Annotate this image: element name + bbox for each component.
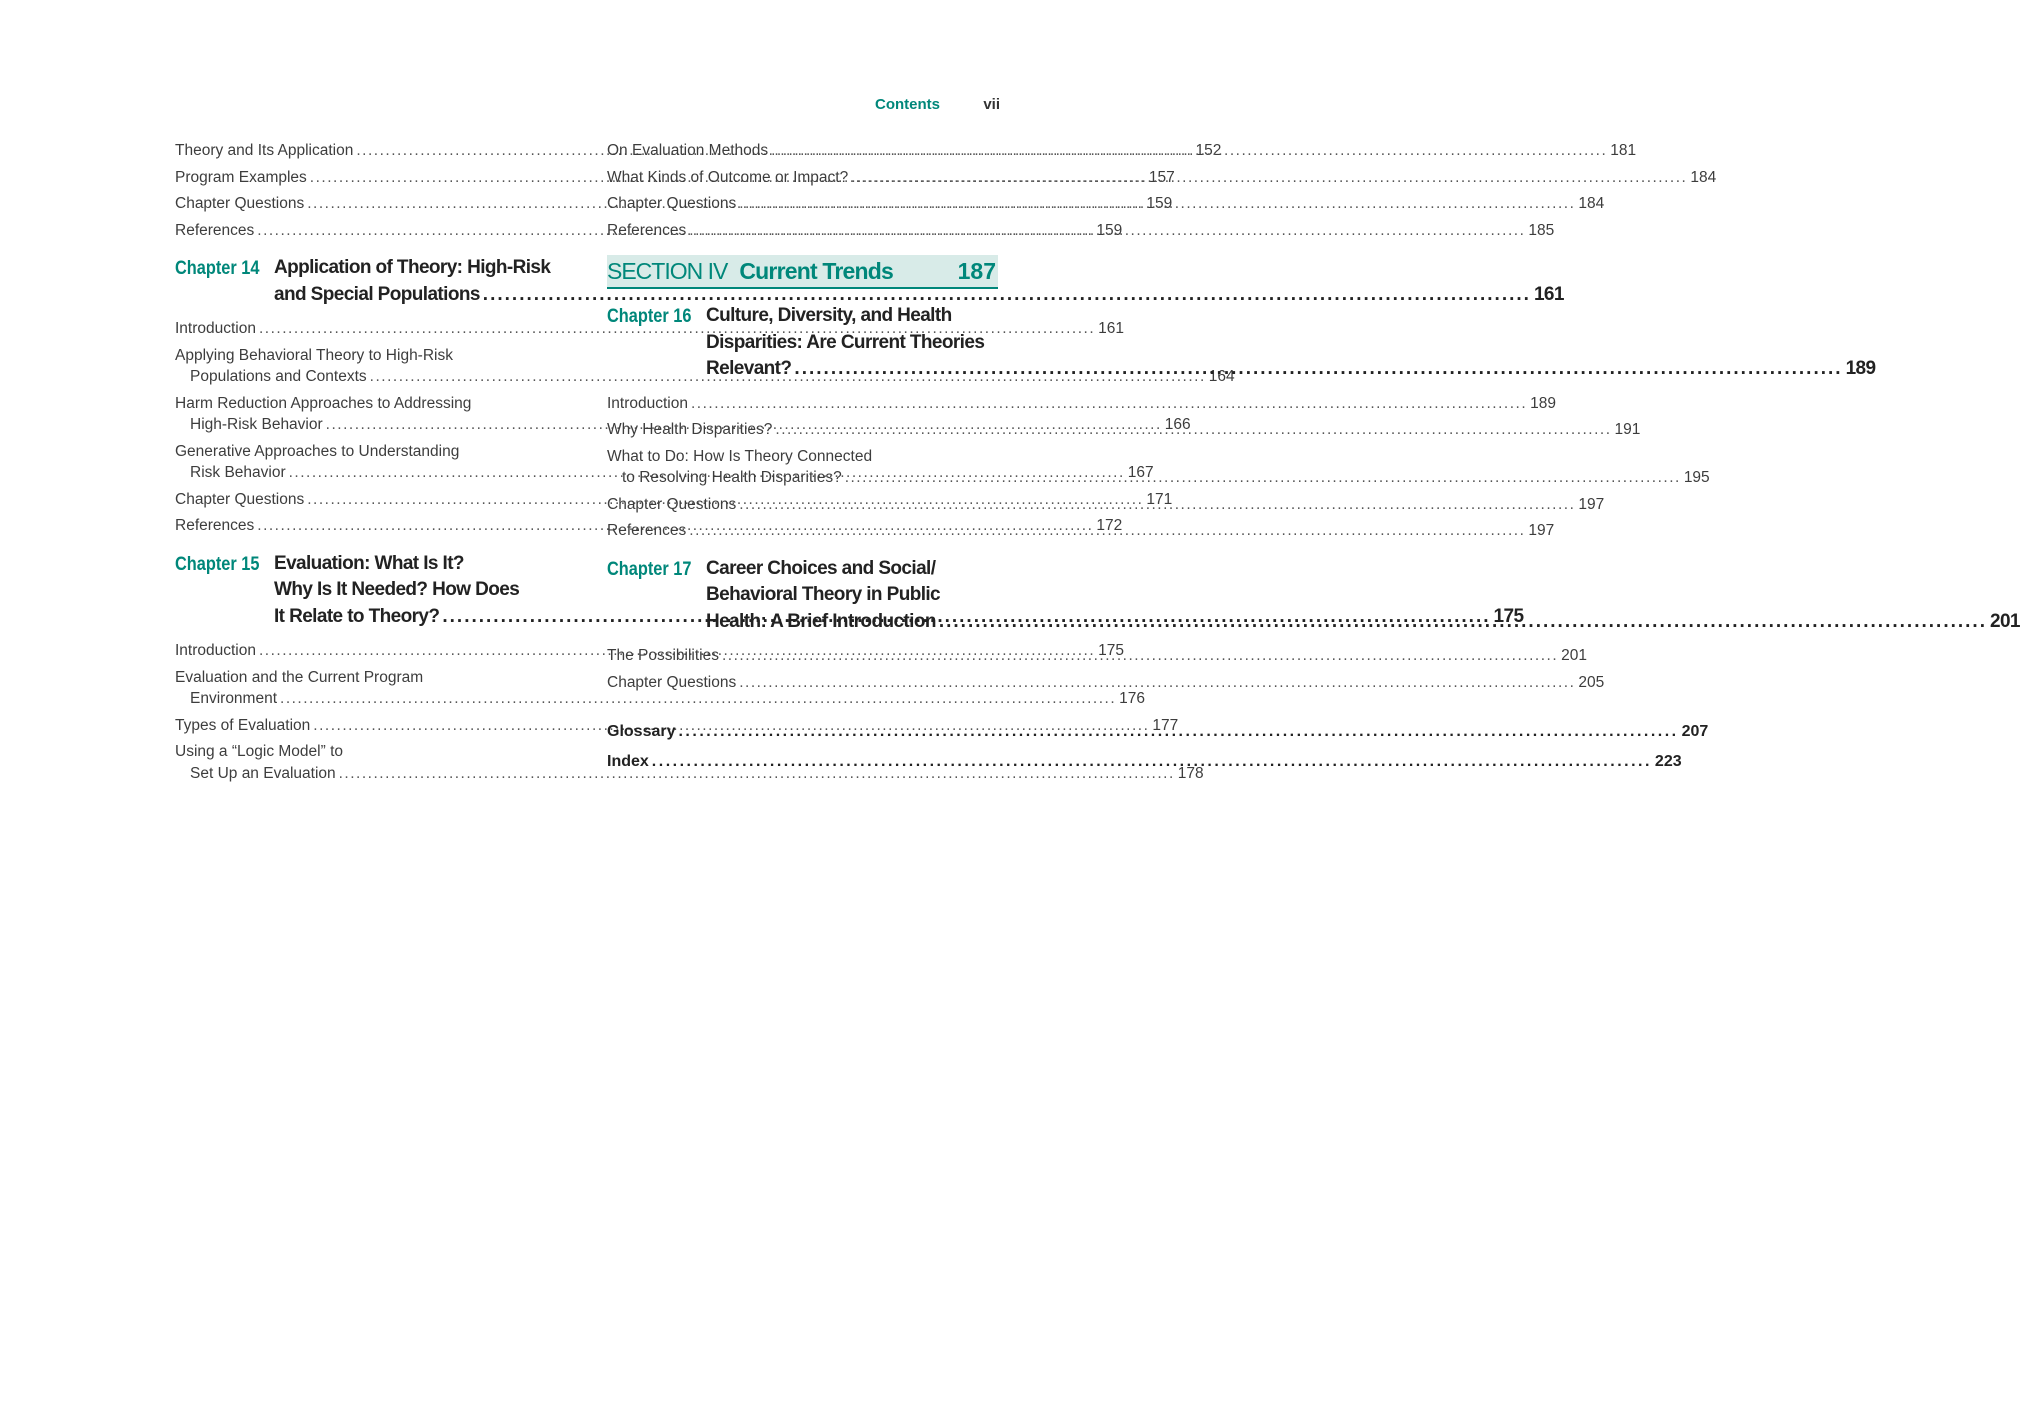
entry-title: Chapter Questions: [607, 195, 737, 212]
entry-title: What to Do: How Is Theory Connected: [607, 447, 873, 465]
chapter-title-line: Career Choices and Social/: [706, 557, 936, 579]
entry-title: On Evaluation Methods: [607, 142, 769, 159]
entry-title: References: [607, 522, 687, 539]
running-header: [600, 96, 1000, 118]
entry-title: Types of Evaluation: [175, 716, 311, 734]
entry-title: Using a “Logic Model” to: [175, 743, 343, 760]
entry-title: References: [175, 517, 255, 534]
entry-title: Chapter Questions: [607, 495, 737, 513]
chapter-label: Chapter 16: [607, 306, 692, 327]
toc-entry[interactable]: [175, 489, 1173, 511]
entry-page: 171: [1146, 490, 1173, 508]
chapter-label: Chapter 14: [175, 258, 260, 279]
entry-page: 185: [1528, 221, 1555, 239]
entry-title-cont: Set Up an Evaluation: [190, 764, 336, 782]
entry-page: 189: [1530, 394, 1556, 412]
chapter-page: 189: [1845, 358, 1876, 379]
entry-title: Evaluation and the Current Program: [175, 668, 424, 686]
chapter-title: [706, 303, 1875, 383]
entry-title: Index: [607, 752, 649, 770]
entry-page: 178: [1177, 764, 1204, 782]
chapter-title-line: Why Is It Needed? How Does: [274, 579, 520, 600]
entry-page: 184: [1578, 195, 1605, 212]
entry-page: 191: [1614, 421, 1641, 438]
header-section-title: Contents: [875, 96, 940, 113]
entry-page: 197: [1578, 495, 1605, 513]
entry-page: 177: [1152, 716, 1179, 734]
toc-entry[interactable]: [607, 393, 1556, 415]
entry-page: 157: [1148, 168, 1175, 186]
entry-title: What Kinds of Outcome or Impact?: [607, 168, 849, 186]
entry-page: 207: [1681, 723, 1709, 740]
chapter-title-line: Disparities: Are Current Theories: [706, 331, 985, 353]
entry-page: 172: [1096, 517, 1123, 534]
entry-page: 176: [1119, 690, 1146, 707]
section-page: 187: [957, 257, 996, 284]
entry-title: Program Examples: [175, 168, 307, 186]
chapter-page: 161: [1533, 283, 1564, 305]
chapter-title-line: Relevant?: [706, 358, 792, 379]
entry-page: 166: [1164, 416, 1191, 433]
entry-title: Introduction: [607, 394, 688, 412]
header-page-number: vii: [983, 96, 1000, 113]
entry-title-cont: Risk Behavior: [190, 464, 286, 481]
chapter-title-line: It Relate to Theory?: [274, 605, 440, 627]
chapter-title-line: Health: A Brief Introduction: [706, 610, 936, 632]
entry-page: 167: [1127, 464, 1154, 481]
section-iv-banner[interactable]: [607, 255, 998, 289]
chapter-title: [706, 556, 2020, 636]
entry-page: 184: [1690, 168, 1717, 186]
entry-title: Chapter Questions: [175, 490, 305, 508]
toc-entry[interactable]: [175, 193, 1173, 215]
entry-page: 161: [1098, 320, 1124, 337]
entry-page: 175: [1098, 642, 1124, 659]
entry-page: 223: [1654, 752, 1682, 770]
entry-title: Harm Reduction Approaches to Addressing: [175, 394, 472, 412]
chapter-page: 201: [1990, 610, 2020, 632]
entry-title: References: [607, 221, 687, 239]
toc-entry[interactable]: [175, 515, 1123, 537]
toc-entry[interactable]: [175, 220, 1123, 242]
chapter-title-line: Evaluation: What Is It?: [274, 552, 464, 574]
entry-page: 197: [1528, 522, 1555, 539]
entry-page: 159: [1096, 221, 1123, 239]
entry-title: The Possibilities: [607, 647, 719, 664]
toc-entry[interactable]: [607, 672, 1605, 694]
entry-title: Glossary: [607, 723, 676, 740]
entry-page: 195: [1683, 469, 1710, 486]
entry-title-cont: to Resolving Health Disparities?: [622, 469, 842, 486]
chapter-label: Chapter 15: [175, 553, 260, 575]
entry-title-cont: Environment: [190, 690, 278, 707]
entry-page: 201: [1561, 647, 1587, 664]
chapter-label: Chapter 17: [607, 558, 692, 580]
section-label: SECTION IV: [607, 257, 728, 284]
chapter-title-line: Culture, Diversity, and Health: [706, 305, 952, 326]
entry-title: References: [175, 221, 255, 239]
entry-title: Introduction: [175, 642, 256, 659]
toc-entry[interactable]: [175, 318, 1124, 340]
entry-page: 181: [1610, 142, 1637, 159]
entry-page: 152: [1195, 142, 1222, 159]
entry-title-cont: High-Risk Behavior: [190, 416, 323, 433]
chapter-title-line: Application of Theory: High-Risk: [274, 257, 551, 278]
chapter-title-line: and Special Populations: [274, 283, 480, 305]
entry-title: Why Health Disparities?: [607, 421, 773, 438]
chapter-title-line: Behavioral Theory in Public: [706, 584, 941, 605]
section-title: Current Trends: [739, 257, 894, 284]
entry-title: Chapter Questions: [607, 673, 737, 691]
entry-title: Applying Behavioral Theory to High-Risk: [175, 346, 453, 364]
entry-title: Theory and Its Application: [175, 142, 354, 159]
entry-page: 164: [1208, 368, 1235, 385]
entry-page: 205: [1578, 673, 1605, 691]
entry-title: Introduction: [175, 320, 256, 337]
chapter-page: 175: [1493, 605, 1524, 627]
entry-page: 159: [1146, 195, 1173, 212]
entry-title: Generative Approaches to Understanding: [175, 442, 460, 460]
entry-title-cont: Populations and Contexts: [190, 368, 367, 385]
entry-title: Chapter Questions: [175, 195, 305, 212]
